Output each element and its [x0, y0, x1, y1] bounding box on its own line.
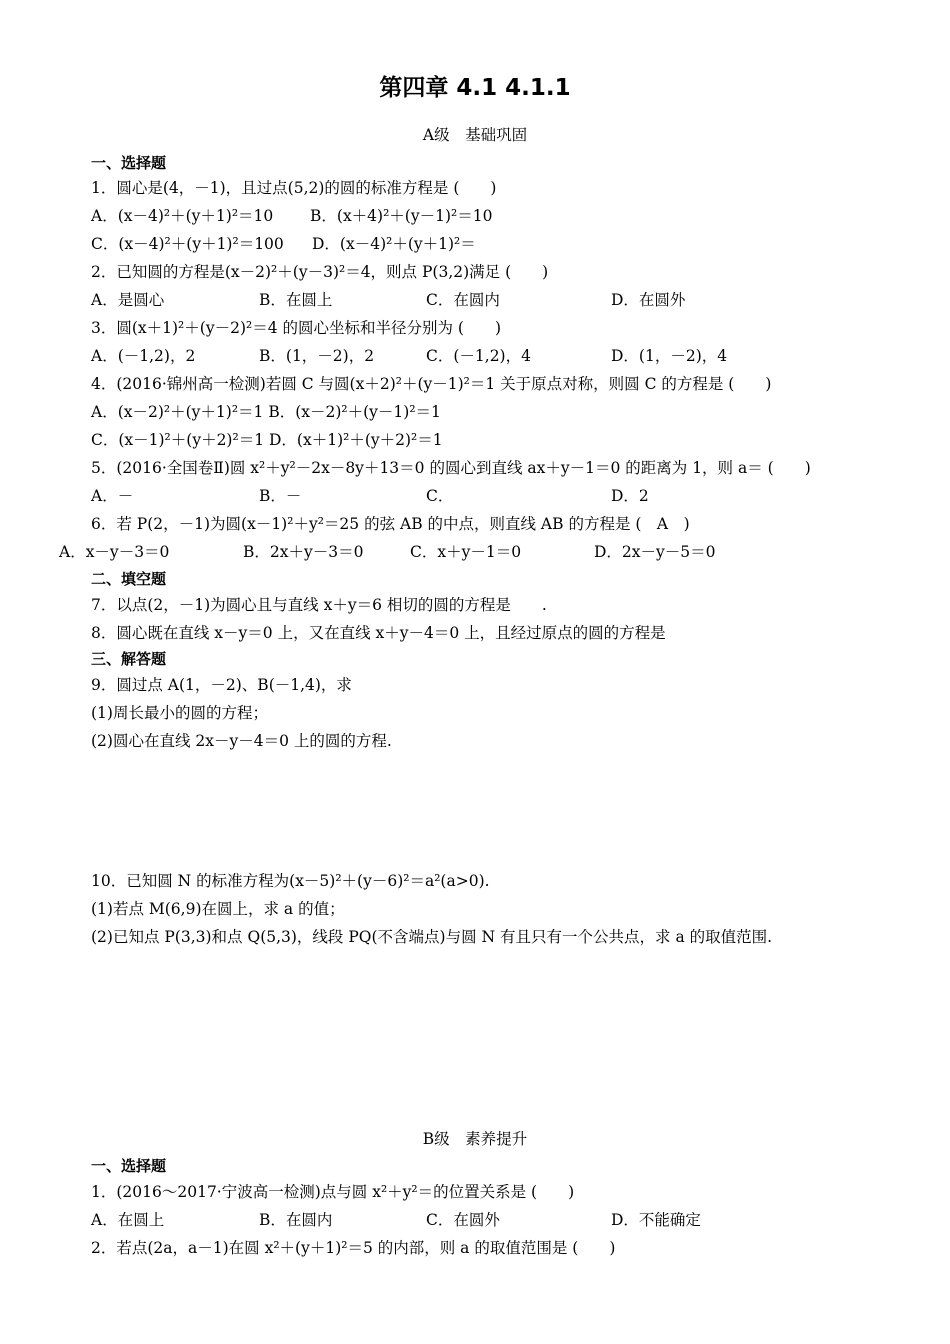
option-3a: A．(－1,2)，2	[91, 347, 196, 365]
option-b1a: A．在圆上	[91, 1211, 165, 1229]
option-2c: C．在圆内	[426, 291, 500, 309]
option-4ab: A．(x－2)²＋(y＋1)²＝1 B．(x－2)²＋(y－1)²＝1	[91, 403, 441, 421]
option-b1c: C．在圆外	[426, 1211, 500, 1229]
option-1b: B．(x＋4)²＋(y－1)²＝10	[310, 207, 493, 225]
question-b1: 1．(2016～2017·宁波高一检测)点与圆 x²＋y²＝的位置关系是 ( )	[91, 1183, 575, 1201]
option-4cd: C．(x－1)²＋(y＋2)²＝1 D．(x＋1)²＋(y＋2)²＝1	[91, 431, 443, 449]
option-2a: A．是圆心	[91, 291, 165, 309]
question-4: 4．(2016·锦州高一检测)若圆 C 与圆(x＋2)²＋(y－1)²＝1 关于原点对称，则圆 C 的方程是 ( )	[91, 375, 772, 393]
level-b-heading: B级 素养提升	[422, 1130, 528, 1148]
question-3: 3．圆(x＋1)²＋(y－2)²＝4 的圆心坐标和半径分别为 ( )	[91, 319, 502, 337]
question-6: 6．若 P(2，－1)为圆(x－1)²＋y²＝25 的弦 AB 的中点，则直线 AB 的方程是 ( A )	[91, 515, 690, 533]
section-heading-answer: 三、解答题	[91, 650, 167, 668]
option-6c: C．x＋y－1＝0	[410, 543, 522, 561]
option-5c: C．	[426, 487, 454, 505]
question-10: 10．已知圆 N 的标准方程为(x－5)²＋(y－6)²＝a²(a>0).	[91, 872, 490, 890]
option-2d: D．在圆外	[611, 291, 686, 309]
question-8: 8．圆心既在直线 x－y＝0 上，又在直线 x＋y－4＝0 上，且经过原点的圆的方程是	[91, 624, 666, 642]
question-1: 1．圆心是(4，－1)，且过点(5,2)的圆的标准方程是 ( )	[91, 179, 497, 197]
option-2b: B．在圆上	[259, 291, 333, 309]
level-a-heading: A级 基础巩固	[422, 126, 528, 144]
option-5d: D．2	[611, 487, 649, 505]
option-3b: B．(1，－2)，2	[259, 347, 375, 365]
option-5b: B．－	[259, 487, 302, 505]
question-b2: 2．若点(2a，a－1)在圆 x²＋(y＋1)²＝5 的内部，则 a 的取值范围是 ( )	[91, 1239, 616, 1257]
question-7: 7．以点(2，－1)为圆心且与直线 x＋y＝6 相切的圆的方程是 .	[91, 596, 547, 614]
option-b1b: B．在圆内	[259, 1211, 333, 1229]
section-heading-fill: 二、填空题	[91, 570, 167, 588]
option-6b: B．2x＋y－3＝0	[243, 543, 364, 561]
question-2: 2．已知圆的方程是(x－2)²＋(y－3)²＝4，则点 P(3,2)满足 ( )	[91, 263, 549, 281]
question-9: 9．圆过点 A(1，－2)、B(－1,4)，求	[91, 676, 352, 694]
option-6a: A．x－y－3＝0	[59, 543, 170, 561]
question-9-part-1: (1)周长最小的圆的方程；	[91, 704, 268, 722]
section-heading-choice: 一、选择题	[91, 154, 167, 172]
page-title: 第四章 4.1 4.1.1	[379, 75, 571, 101]
option-3d: D．(1，－2)，4	[611, 347, 728, 365]
question-5: 5．(2016·全国卷Ⅱ)圆 x²＋y²－2x－8y＋13＝0 的圆心到直线 ax＋y－1＝0 的距离为 1，则 a＝ ( )	[91, 459, 811, 477]
section-heading-choice-b: 一、选择题	[91, 1157, 167, 1175]
question-10-part-1: (1)若点 M(6,9)在圆上，求 a 的值；	[91, 900, 345, 918]
option-1c: C．(x－4)²＋(y＋1)²＝100	[91, 235, 284, 253]
option-1a: A．(x－4)²＋(y＋1)²＝10	[91, 207, 274, 225]
option-b1d: D．不能确定	[611, 1211, 701, 1229]
option-1d: D．(x－4)²＋(y＋1)²＝	[312, 235, 476, 253]
option-5a: A．－	[91, 487, 134, 505]
option-6d: D．2x－y－5＝0	[594, 543, 716, 561]
question-10-part-2: (2)已知点 P(3,3)和点 Q(5,3)，线段 PQ(不含端点)与圆 N 有且只有一个公共点，求 a 的取值范围.	[91, 928, 773, 946]
question-9-part-2: (2)圆心在直线 2x－y－4＝0 上的圆的方程.	[91, 732, 392, 750]
option-3c: C．(－1,2)，4	[426, 347, 531, 365]
